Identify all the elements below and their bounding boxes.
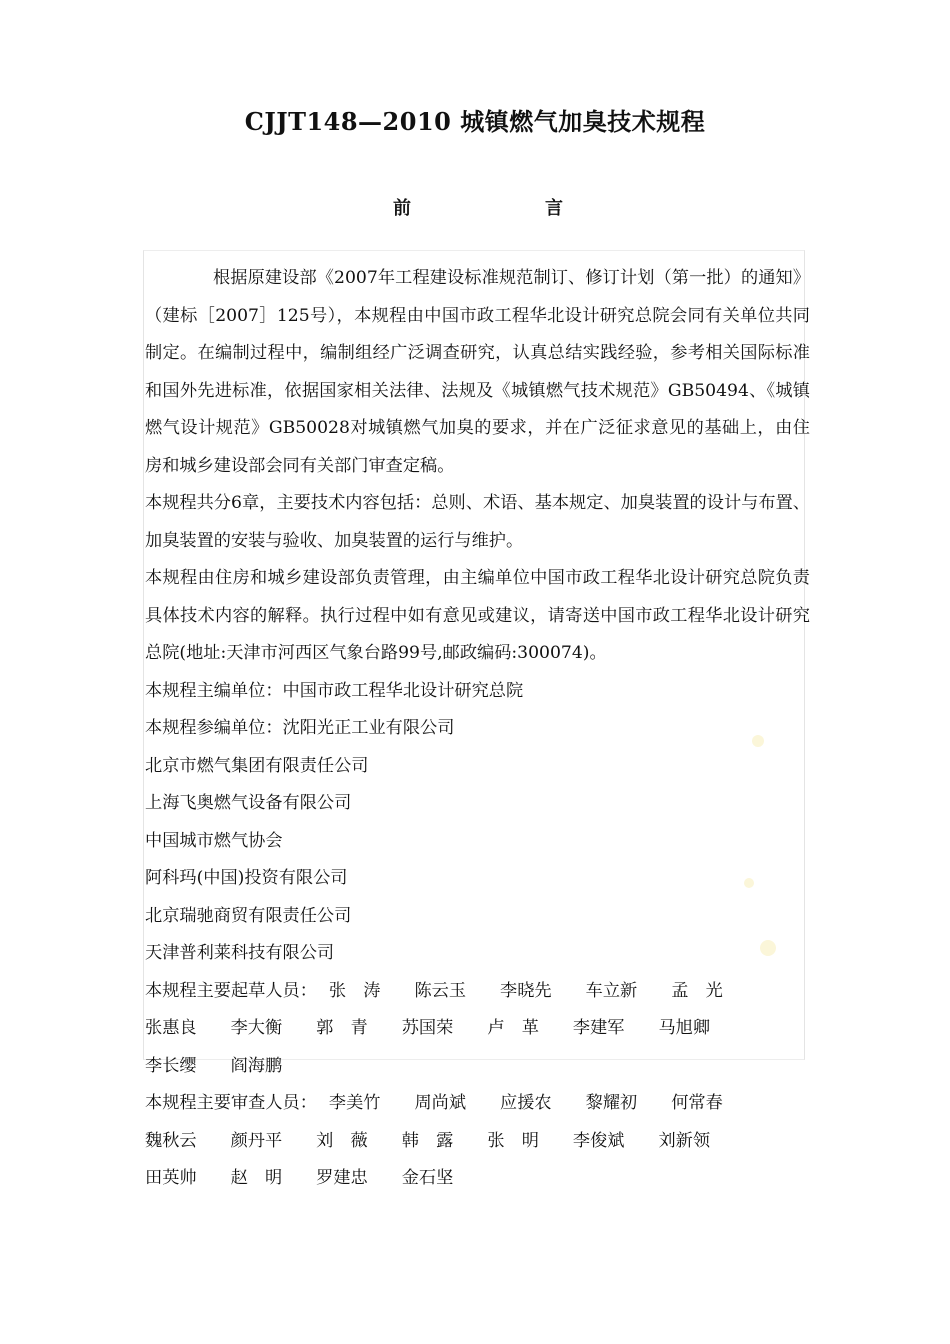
participating-units-label: 本规程参编单位： bbox=[145, 718, 283, 738]
reviewer-name: 张 明 bbox=[487, 1130, 539, 1151]
participating-unit: 阿科玛(中国)投资有限公司 bbox=[145, 868, 348, 888]
drafter-name: 张 涛 bbox=[328, 980, 381, 1001]
reviewer-name: 应援农 bbox=[500, 1093, 552, 1113]
section-heading-preface bbox=[393, 194, 563, 220]
reviewer-name: 刘 薇 bbox=[316, 1130, 368, 1151]
drafter-name: 李建军 bbox=[572, 1018, 625, 1038]
participating-unit: 上海飞奥燃气设备有限公司 bbox=[145, 793, 352, 813]
drafter-name: 阎海鹏 bbox=[230, 1055, 283, 1076]
drafter-name: 陈云玉 bbox=[414, 980, 467, 1001]
drafter-name: 张惠良 bbox=[145, 1018, 197, 1038]
drafter-name: 车立新 bbox=[585, 980, 638, 1001]
drafter-name: 李长缨 bbox=[145, 1055, 197, 1076]
paragraph-background: 根据原建设部《2007年工程建设标准规范制订、修订计划（第一批）的通知》（建标［2007］125号），本规程由中国市政工程华北设计研究总院会同有关单位共同制定。在编制过程中，编制组经广泛调查研究，认真总结实践经验，参考相关国际标准和国外先进标准，依据国家相关法律、法规及《城镇燃气技术规范》GB50494、《城镇燃气设计规范》GB50028对城镇燃气加臭的要求，并在广泛征求意见的基础上，由住房和城乡建设部会同有关部门审查定稿。 bbox=[145, 268, 810, 476]
reviewer-name: 李俊斌 bbox=[572, 1130, 625, 1151]
reviewer-name: 罗建忠 bbox=[316, 1168, 368, 1188]
section-heading-char-1: 前 bbox=[393, 198, 411, 219]
reviewer-name: 李美竹 bbox=[328, 1093, 381, 1113]
reviewer-name: 周尚斌 bbox=[414, 1093, 467, 1113]
drafters-list bbox=[145, 973, 810, 1086]
participating-unit: 北京瑞驰商贸有限责任公司 bbox=[145, 905, 352, 926]
participating-unit: 天津普利莱科技有限公司 bbox=[145, 943, 335, 963]
reviewer-name: 刘新领 bbox=[658, 1130, 711, 1151]
drafter-name: 苏国荣 bbox=[401, 1018, 454, 1038]
reviewer-name: 何常春 bbox=[671, 1093, 723, 1113]
reviewer-name: 魏秋云 bbox=[145, 1130, 197, 1151]
document-title: CJJT148—2010 城镇燃气加臭技术规程 bbox=[244, 107, 706, 136]
paragraph-chapters: 本规程共分6章，主要技术内容包括：总则、术语、基本规定、加臭装置的设计与布置、加臭装置的安装与验收、加臭装置的运行与维护。 bbox=[145, 493, 810, 551]
drafter-name: 郭 青 bbox=[316, 1018, 368, 1038]
reviewers-list bbox=[145, 1085, 810, 1198]
reviewer-name: 黎耀初 bbox=[585, 1093, 638, 1113]
drafter-name: 李晓先 bbox=[500, 980, 552, 1001]
document-body bbox=[145, 260, 810, 1198]
participating-unit-line bbox=[145, 710, 810, 748]
reviewer-name: 韩 露 bbox=[401, 1130, 454, 1151]
reviewer-name: 金石坚 bbox=[401, 1168, 454, 1188]
reviewer-name: 赵 明 bbox=[230, 1168, 283, 1188]
participating-unit: 沈阳光正工业有限公司 bbox=[282, 718, 455, 738]
reviewer-name: 颜丹平 bbox=[230, 1130, 283, 1151]
drafter-name: 李大衡 bbox=[230, 1018, 283, 1038]
participating-unit: 中国城市燃气协会 bbox=[145, 830, 283, 851]
drafter-name: 马旭卿 bbox=[658, 1018, 711, 1038]
participating-unit: 北京市燃气集团有限责任公司 bbox=[145, 755, 369, 776]
reviewer-name: 田英帅 bbox=[145, 1168, 197, 1188]
reviewers-label: 本规程主要审查人员： bbox=[145, 1093, 317, 1113]
drafter-name: 孟 光 bbox=[671, 980, 723, 1001]
paragraph-chief-unit: 本规程主编单位：中国市政工程华北设计研究总院 bbox=[145, 680, 524, 701]
drafter-name: 卢 革 bbox=[487, 1018, 539, 1038]
drafters-label: 本规程主要起草人员： bbox=[145, 980, 317, 1001]
section-heading-char-2: 言 bbox=[545, 198, 563, 219]
paragraph-management: 本规程由住房和城乡建设部负责管理，由主编单位中国市政工程华北设计研究总院负责具体技术内容的解释。执行过程中如有意见或建议，请寄送中国市政工程华北设计研究总院(地址:天津市河西区气象台路99号,邮政编码:300074)。 bbox=[145, 568, 810, 663]
